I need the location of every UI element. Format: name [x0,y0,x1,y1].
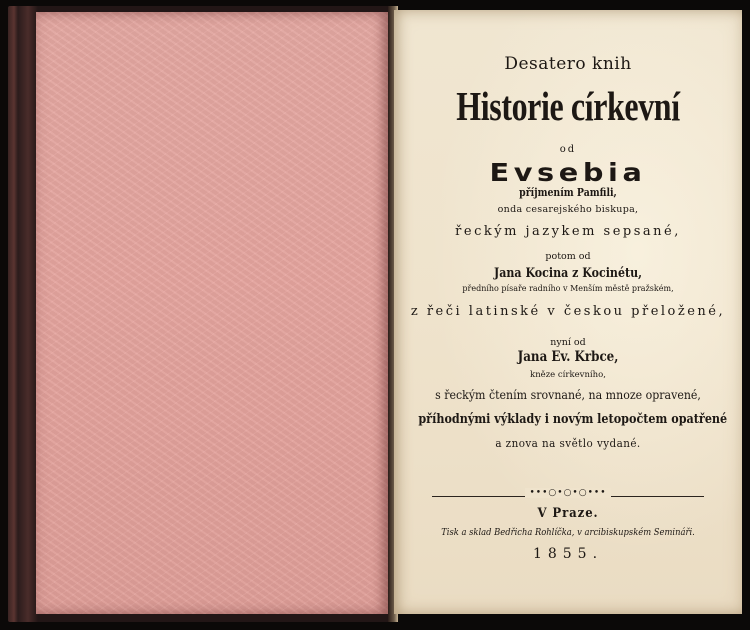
publication-year: 1855. [532,546,604,562]
comparison-note: s řeckým čtením srovnané, na mnoze opravené, [435,387,701,402]
subtitle-desatero: Desatero knih [504,54,632,74]
translation-note: z řeči latinské v českou přeložené, [410,304,726,319]
title-page [394,10,742,614]
editor-name: Jana Ev. Krbce, [517,349,619,365]
open-book [8,6,744,622]
printer-line: Tisk a sklad Bedřicha Rohlíčka, v arcibiskupském Semináři. [441,527,695,538]
publication-place: V Praze. [537,506,599,521]
pink-endpaper [36,12,388,614]
translator-role: předního písaře radního v Menším městě pražském, [462,284,674,293]
author-name: Evsebia [489,158,647,187]
connector-od: od [559,144,577,155]
connector-potom-od: potom od [545,251,591,262]
author-role: onda cesarejského biskupa, [497,204,639,215]
editor-role: kněze církevního, [530,370,606,380]
main-title: Historie církevní [456,83,680,129]
translator-name: Jana Kocina z Kocinétu, [494,266,642,281]
publication-note: a znova na světlo vydané. [495,436,641,450]
annotation-note: příhodnými výklady i novým letopočtem opatřené [418,412,728,427]
original-language: řeckým jazykem sepsané, [455,224,681,239]
author-surname: příjmením Pamfili, [519,186,617,199]
ornament-divider: •••○•○•○••• [394,488,742,498]
connector-nyni-od: nyní od [550,337,586,348]
